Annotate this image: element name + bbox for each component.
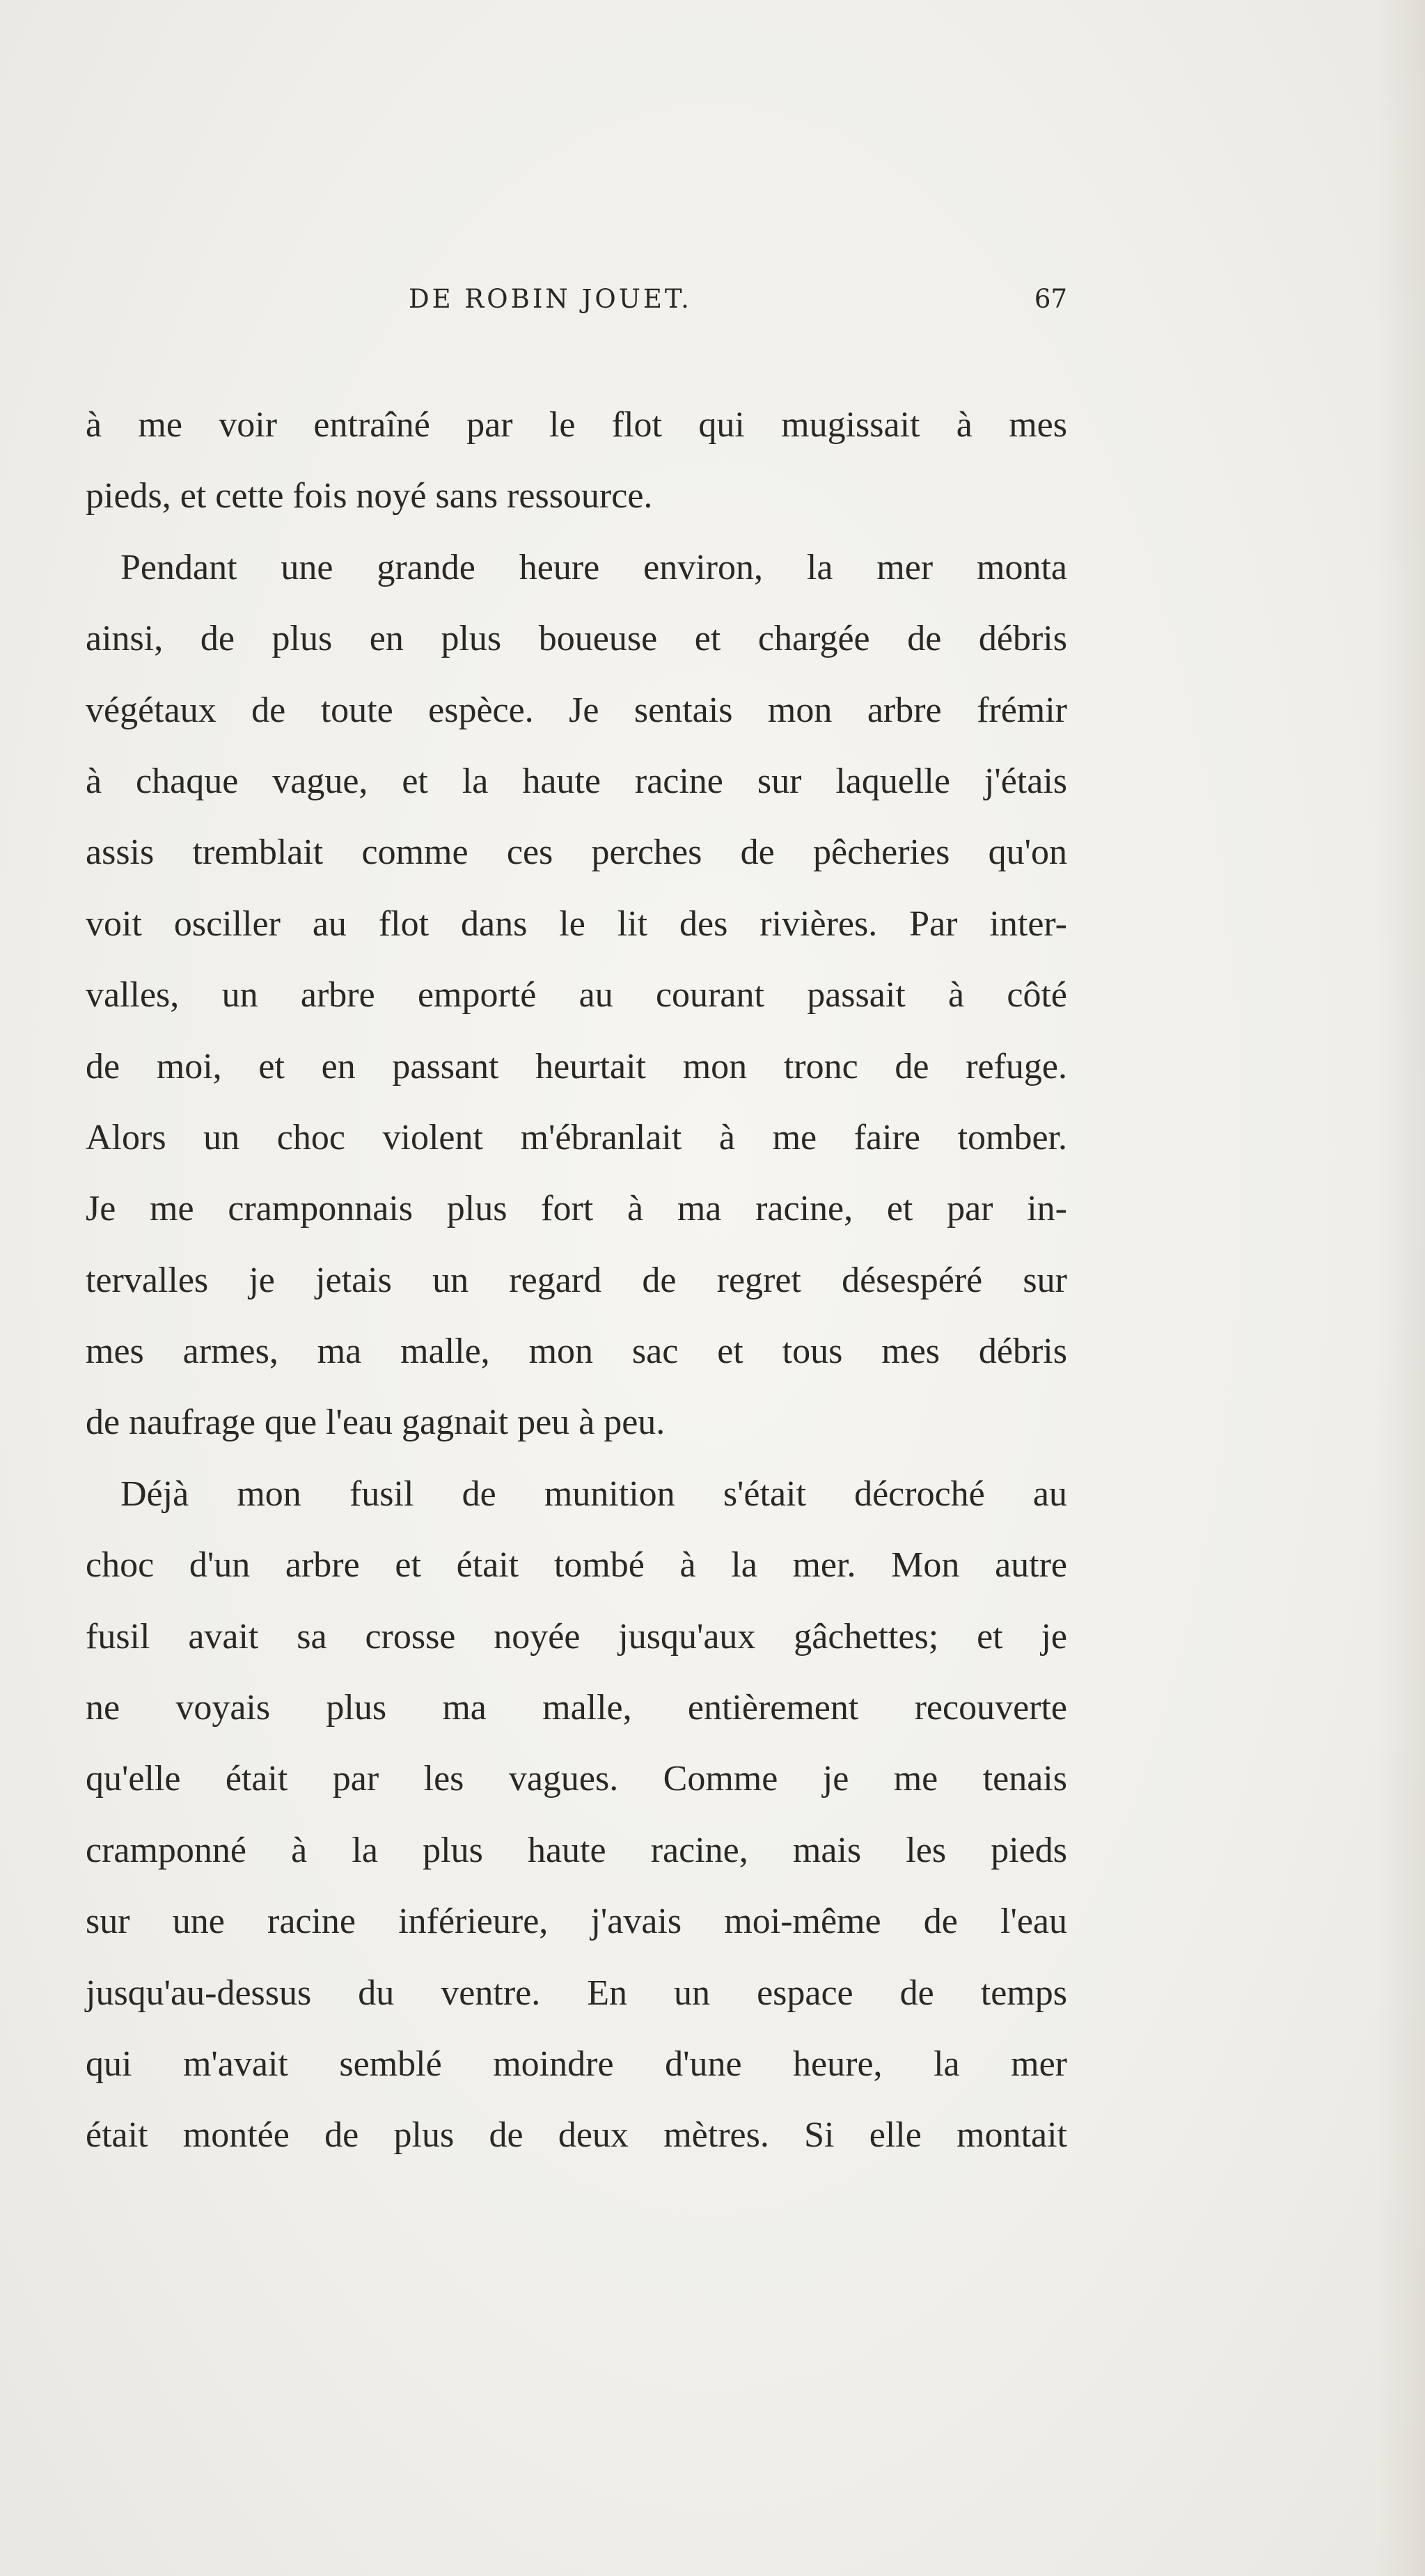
text-line: ainsi, de plus en plus boueuse et chargée de débris xyxy=(86,619,1067,659)
running-head xyxy=(86,284,1067,326)
text-line: jusqu'au-dessus du ventre. En un espace de temps xyxy=(86,1973,1067,2013)
text-line: était montée de plus de deux mètres. Si elle montait xyxy=(86,2115,1067,2156)
text-line: Déjà mon fusil de munition s'était décroché au xyxy=(120,1473,1067,1514)
text-line: de moi, et en passant heurtait mon tronc de refuge. xyxy=(86,1046,1067,1086)
text-line: fusil avait sa crosse noyée jusqu'aux gâchettes; et je xyxy=(86,1616,1067,1657)
text-line: Pendant une grande heure environ, la mer monta xyxy=(120,547,1067,587)
running-title: DE ROBIN JOUET. xyxy=(409,284,692,314)
text-line: Je me cramponnais plus fort à ma racine, et par in- xyxy=(86,1189,1067,1229)
text-line: pieds, et cette fois noyé sans ressource. xyxy=(86,476,653,516)
text-line: de naufrage que l'eau gagnait peu à peu. xyxy=(86,1402,666,1443)
text-line: à chaque vague, et la haute racine sur laquelle j'étais xyxy=(86,761,1067,801)
page-edge-shade xyxy=(1376,0,1425,2576)
page-number: 67 xyxy=(1034,284,1067,314)
text-line: voit osciller au flot dans le lit des rivières. Par inter- xyxy=(86,903,1067,944)
text-line: à me voir entraîné par le flot qui mugissait à mes xyxy=(86,405,1067,445)
text-line: mes armes, ma malle, mon sac et tous mes débris xyxy=(86,1332,1067,1372)
body-text xyxy=(86,390,1067,2172)
text-line: choc d'un arbre et était tombé à la mer. Mon autre xyxy=(86,1545,1067,1586)
text-line: qu'elle était par les vagues. Comme je me tenais xyxy=(86,1759,1067,1799)
text-line: qui m'avait semblé moindre d'une heure, la mer xyxy=(86,2044,1067,2084)
text-line: tervalles je jetais un regard de regret désespéré sur xyxy=(86,1260,1067,1300)
text-line: sur une racine inférieure, j'avais moi-même de l'eau xyxy=(86,1902,1067,1942)
text-line: cramponné à la plus haute racine, mais les pieds xyxy=(86,1830,1067,1870)
text-line: végétaux de toute espèce. Je sentais mon arbre frémir xyxy=(86,690,1067,730)
text-line: assis tremblait comme ces perches de pêcheries qu'on xyxy=(86,832,1067,873)
text-line: Alors un choc violent m'ébranlait à me faire tomber. xyxy=(86,1117,1067,1157)
text-line: valles, un arbre emporté au courant passait à côté xyxy=(86,975,1067,1016)
text-line: ne voyais plus ma malle, entièrement recouverte xyxy=(86,1688,1067,1728)
